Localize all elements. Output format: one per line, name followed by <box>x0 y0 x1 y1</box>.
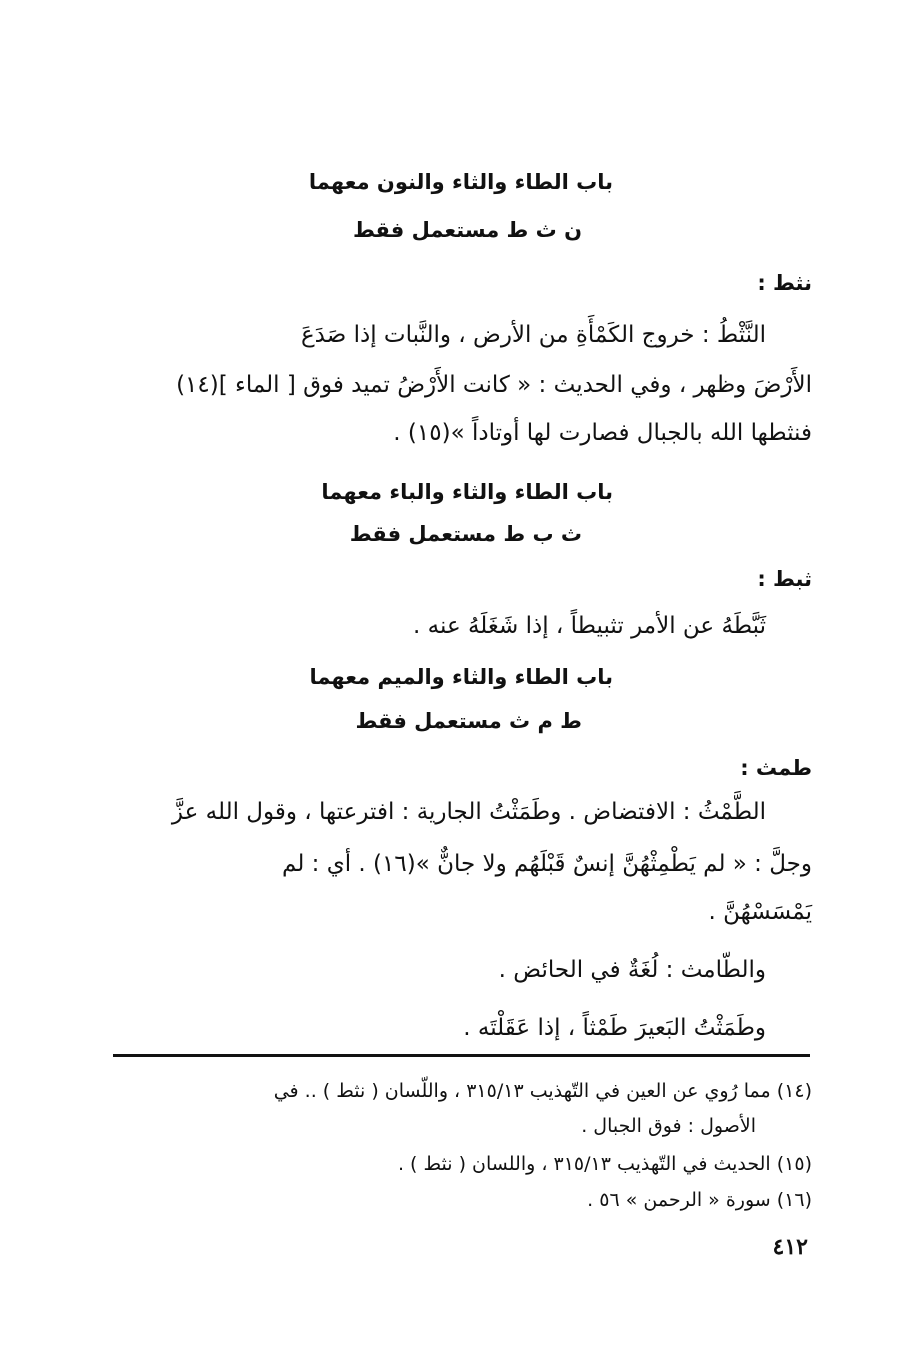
body-line: وجلَّ : « لم يَطْمِثْهُنَّ إنسٌ قَبْلَهُم ولا جانٌّ »(١٦) . أي : لم <box>282 851 812 877</box>
section-subheading: ث ب ط مستعمل فقط <box>349 522 582 546</box>
body-line: ثَبَّطَهُ عن الأمر تثبيطاً ، إذا شَغَلَهُ عنه . <box>413 613 766 639</box>
body-line: النَّثْطُ : خروج الكَمْأَةِ من الأرض ، والنَّبات إذا صَدَعَ <box>300 322 766 348</box>
footnote-line: (١٦) سورة « الرحمن » ٥٦ . <box>587 1189 812 1211</box>
body-line: الأَرْضَ وظهر ، وفي الحديث : « كانت الأَرْضُ تميد فوق [ الماء ](١٤) <box>176 372 812 398</box>
body-line: فنثطها الله بالجبال فصارت لها أوتاداً »(١٥) . <box>393 420 812 446</box>
entry-headword: ثبط : <box>757 567 812 591</box>
footnote-line: (١٥) الحديث في التّهذيب ٣١٥/١٣ ، واللسان ( نثط ) . <box>397 1153 812 1175</box>
footnote-line: (١٤) مما رُوي عن العين في التّهذيب ٣١٥/١٣ ، واللّسان ( نثط ) .. في <box>273 1080 812 1102</box>
section-subheading: ن ث ط مستعمل فقط <box>352 218 582 242</box>
body-line: يَمْسَسْهُنَّ . <box>708 899 812 925</box>
footnote-line: الأصول : فوق الجبال . <box>581 1115 756 1137</box>
section-subheading: ط م ث مستعمل فقط <box>355 709 582 733</box>
section-heading: باب الطاء والثاء والباء معهما <box>321 480 613 504</box>
body-line: الطَّمْثُ : الافتضاض . وطَمَثْتُ الجارية : افترعتها ، وقول الله عزَّ <box>171 799 766 825</box>
body-line: وطَمَثْتُ البَعيرَ طَمْثاً ، إذا عَقَلْتَه . <box>463 1015 766 1041</box>
footnote-divider <box>113 1054 810 1057</box>
section-heading: باب الطاء والثاء والنون معهما <box>308 170 613 194</box>
entry-headword: نثط : <box>757 271 812 295</box>
page-number: ٤١٢ <box>772 1234 808 1260</box>
section-heading: باب الطاء والثاء والميم معهما <box>309 665 613 689</box>
entry-headword: طمث : <box>740 756 812 780</box>
body-line: والطّامث : لُغَةٌ في الحائض . <box>498 957 766 983</box>
